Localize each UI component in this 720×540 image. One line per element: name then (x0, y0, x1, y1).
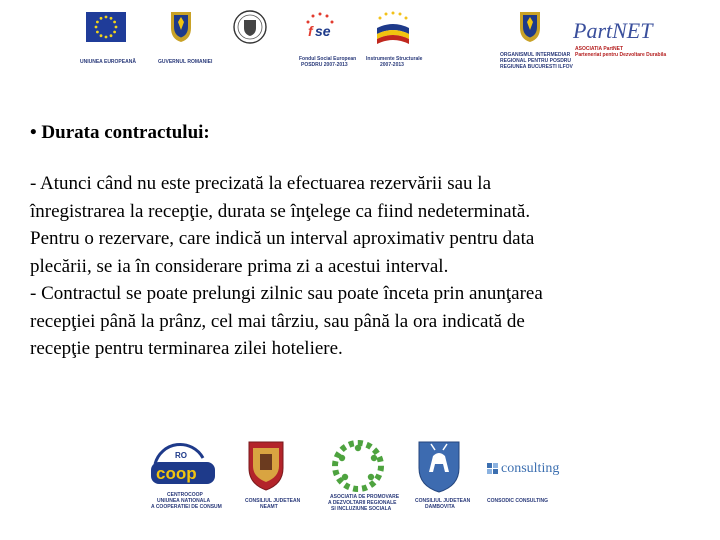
svg-text:RO: RO (175, 451, 187, 460)
social-inclusion-association-logo (328, 443, 400, 512)
oirposdru-logo (500, 12, 574, 70)
consulting-wordmark: consulting (501, 461, 560, 476)
romanian-government-logo (158, 12, 213, 65)
consodic-caption: CONSODIC CONSULTING (487, 498, 549, 504)
eu-flag-logo (80, 12, 136, 65)
coop-caption-3: A COOPERATIEI DE CONSUM (151, 504, 222, 510)
ministry-seal-logo (234, 11, 266, 43)
partnet-caption-1: ASOCIATIA PartNET (575, 46, 624, 52)
header-logo-strip (80, 6, 667, 74)
oir-caption-3: REGIUNEA BUCURESTI ILFOV (500, 64, 573, 70)
dambovita-caption-1: CONSILIUL JUDETEAN (415, 498, 471, 504)
svg-text:se: se (315, 23, 331, 39)
si-caption-2: 2007-2013 (380, 62, 404, 68)
structural-instruments-logo (366, 12, 423, 69)
paragraph-line: recepţiei până la prânz, cel mai târziu, sau până la ora indicată de (30, 310, 525, 332)
paragraph-line: recepţie pentru terminarea zilei hoteliere. (30, 338, 343, 359)
oir-caption-1: ORGANISMUL INTERMEDIAR (500, 52, 571, 58)
assoc-caption-1: ASOCIATIA DE PROMOVARE (330, 494, 400, 500)
dambovita-county-council-logo (415, 442, 471, 510)
paragraph-line: Pentru o rezervare, care indică un interval aproximativ pentru data (30, 228, 535, 249)
paragraph-line: plecării, se ia în considerare prima zi a acestui interval. (30, 255, 449, 277)
coop-caption-2: UNIUNEA NATIONALA (157, 498, 211, 504)
paragraph-duration (30, 170, 690, 280)
paragraph-line: - Contractul se poate prelungi zilnic sau poate înceta prin anunţarea (30, 283, 543, 304)
assoc-caption-2: A DEZVOLTARII REGIONALE (328, 500, 397, 506)
centrocoop-logo (151, 444, 222, 510)
neamt-caption-2: NEAMT (260, 504, 278, 510)
partnet-wordmark: PartNET (573, 18, 653, 43)
gov-caption: GUVERNUL ROMANIEI (158, 59, 213, 65)
assoc-caption-3: SI INCLUZIUNE SOCIALA (331, 506, 392, 512)
oir-caption-2: REGIONAL PENTRU POSDRU (500, 58, 572, 64)
fse-logo (299, 13, 356, 69)
partnet-logo (572, 18, 666, 58)
footer-logo-strip (145, 436, 575, 518)
paragraph-line: înregistrarea la recepţie, durata se înţelege ca fiind nedeterminată. (30, 200, 531, 222)
partnet-caption-2: Parteneriat pentru Dezvoltare Durabila (575, 52, 667, 58)
dambovita-caption-2: DAMBOVITA (425, 504, 455, 510)
si-caption-1: Instrumente Structurale (366, 56, 423, 62)
neamt-caption-1: CONSILIUL JUDETEAN (245, 498, 301, 504)
eu-caption: UNIUNEA EUROPEANĂ (80, 59, 136, 65)
fse-caption-2: POSDRU 2007-2013 (301, 62, 348, 68)
neamt-county-council-logo (245, 442, 301, 510)
main-content (30, 122, 690, 363)
fse-caption-1: Fondul Social European (299, 56, 357, 62)
section-heading: • Durata contractului: (30, 122, 210, 143)
coop-wordmark: coop (156, 464, 197, 483)
coop-caption-1: CENTROCOOP (167, 492, 203, 498)
paragraph-line: - Atunci când nu este precizată la efectuarea rezervării sau la (30, 173, 492, 194)
consodic-consulting-logo (487, 461, 559, 504)
paragraph-extension (30, 280, 690, 363)
svg-text:f: f (308, 23, 313, 39)
